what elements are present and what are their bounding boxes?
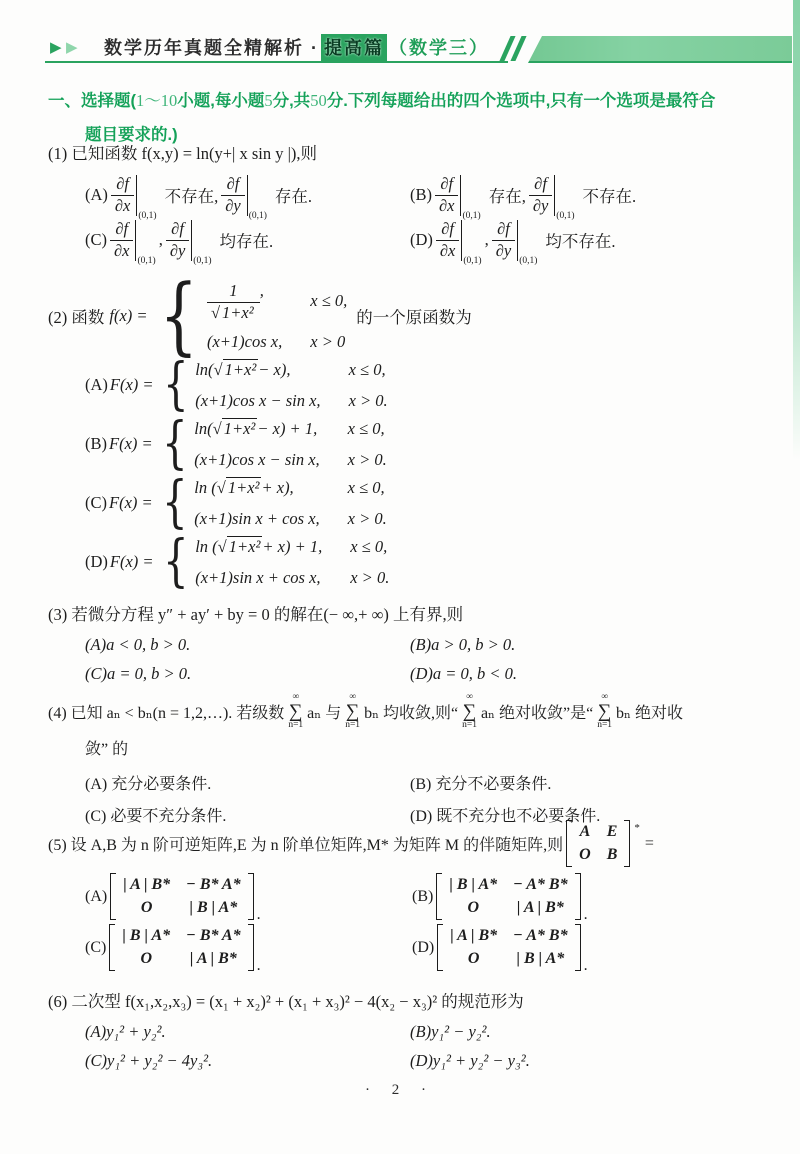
expr-text: + x) + 1, [262,536,323,556]
q5-option-d [412,924,588,974]
evaluation-bar [191,220,192,261]
numerator: ∂f [441,218,455,238]
summation [597,693,612,730]
period: . [583,906,588,923]
q4-option-b: (B) 充分不必要条件. [410,776,552,794]
function-name: f(x) = [109,305,148,325]
q4-stem-line1 [48,693,788,730]
evaluation-point: (0,1) [462,210,481,221]
matrix-cell: | B | A* [189,899,238,916]
cases-grid [194,475,386,531]
case1-condition: x ≤ 0, [310,290,348,310]
case1-expression [194,416,319,441]
evaluation-bar [517,220,518,261]
square-root [214,359,259,379]
brace: { [159,266,198,365]
expr-text: ln( [195,359,214,379]
right-bracket [248,924,254,971]
q1-option-c [85,218,410,266]
sum-upper-limit: ∞ [601,692,608,702]
period: . [583,957,588,974]
matrix-cell: | B | A* [516,950,565,967]
option-text: 存在, [488,187,526,207]
matrix-cell: E [606,823,618,840]
footer-page-number: · 2 · [365,1082,435,1098]
expr-text: − x), [258,359,291,379]
denominator: ∂x [436,240,459,261]
stem-text: bₙ 绝对收 [616,705,683,723]
subject-label: （数学三） [389,38,489,58]
q6-stem: (6) 二次型 f(x₁,x₂,x₃) = (x₁ + x₂)² + (x₁ + x₃)² − 4(x₂ − x₃)² 的规范形为 [48,992,524,1011]
q2-option-a [48,352,772,418]
evaluation-point: (0,1) [556,210,575,221]
fraction [492,220,515,261]
matrix-cell: B [606,846,618,863]
case1-expression [194,475,319,500]
case1-expression [195,534,322,559]
case1-condition: x ≤ 0, [347,418,385,438]
matrix-cell: | A | B* [516,899,564,916]
header-underline [45,61,508,63]
q4-option-d: (D) 既不充分也不必要条件. [410,808,601,826]
fraction [207,282,260,323]
option-text: 不存在. [582,187,637,207]
matrix-cell: − A* B* [513,876,568,893]
matrix-cell: O [140,950,152,967]
numerator: ∂f [171,218,184,238]
denominator [207,302,260,323]
evaluation-bar [136,175,137,216]
question-5 [48,820,772,974]
numerator: 1 [229,281,238,300]
denominator: ∂x [435,195,458,216]
header-arrow-icon: ▶ [50,38,62,56]
case1-condition: x ≤ 0, [347,477,385,497]
option-label: (D) [85,551,108,571]
stem-text: 的一个原函数为 [356,307,472,327]
fraction [111,175,134,216]
numerator: ∂f [440,174,454,193]
sum-upper-limit: ∞ [292,692,300,702]
case2-expression: (x+1)sin x + cos x, [195,567,321,587]
matrix-cell: | A | B* [123,876,171,893]
radical-sign: √ [216,477,226,497]
piecewise-cases [158,529,390,595]
sum-upper-limit: ∞ [349,692,357,702]
header-title [104,34,489,61]
sigma-symbol: ∑ [345,700,360,722]
q2-option-b [48,411,772,477]
q1-option-d [410,218,616,266]
brace: { [162,529,189,595]
q3-options-row1 [48,635,772,655]
sum-lower-limit: n=1 [288,719,304,730]
radicand: 1+x² [223,418,256,438]
matrix [436,873,580,920]
matrix-cells [115,924,247,971]
q1-option-a [85,174,410,221]
q1-stem: (1) 已知函数 f(x,y) = ln(y+| x sin y |),则 [48,144,318,163]
expr-text: + x), [261,477,294,497]
option-label: (C) [85,938,107,956]
partial-derivative [111,174,157,221]
sum-lower-limit: n=1 [462,719,477,730]
evaluation-bar [554,175,555,216]
denominator: ∂y [221,195,244,216]
edition-badge: 提高篇 [321,34,387,61]
stem-text: (2) 函数 [48,307,105,327]
sum-lower-limit: n=1 [345,719,361,730]
expr-text: ln ( [194,477,217,497]
option-label: (C) [85,230,107,250]
q6-option-c: (C)y₁² + y₂² − 4y₃². [85,1051,213,1070]
q3-stem: (3) 若微分方程 y″ + ay′ + by = 0 的解在(− ∞,+ ∞) 上有界,则 [48,605,464,624]
q3-option-c: (C)a = 0, b > 0. [85,664,192,683]
q6-options-row2 [48,1051,772,1071]
q1-option-b [410,174,637,221]
stem-text: (4) 已知 aₙ < bₙ(n = 1,2,…). 若级数 [48,705,285,723]
partial-derivative [110,218,156,266]
case1-condition: x ≤ 0, [348,359,386,379]
partial-derivative [492,218,538,266]
square-root [217,477,262,497]
summation [345,693,360,730]
cases-grid [195,534,389,590]
denominator: ∂y [166,240,189,261]
numerator: ∂f [115,218,129,238]
option-label: (A) [85,374,108,394]
sigma-symbol: ∑ [462,700,477,722]
matrix-cell: O [579,846,591,863]
stem-text: aₙ 绝对收敛”是“ [480,705,594,723]
case1-expression [195,357,320,382]
matrix-cell: − B* A* [186,927,241,944]
option-text: 均存在. [219,232,274,252]
radical-sign: √ [217,536,227,556]
denominator: ∂x [111,195,134,216]
partial-derivative [166,218,212,266]
q4-option-a: (A) 充分必要条件. [85,776,212,794]
matrix [109,924,253,971]
stem-text: (5) 设 A,B 为 n 阶可逆矩阵,E 为 n 阶单位矩阵,M* 为矩阵 M 的伴随矩阵,则 [48,837,564,854]
matrix-cell: O [140,899,153,916]
case2-expression: (x+1)sin x + cos x, [194,508,320,528]
equals-sign: = [644,834,654,852]
partial-derivative [529,174,575,221]
brace: { [162,352,189,418]
heading-text: 小题,每小题 [177,92,265,110]
q5-option-c [85,924,412,974]
option-text: 不存在, [164,187,219,207]
heading-line1 [48,84,772,118]
piecewise-cases [152,266,348,365]
square-root [218,536,263,556]
option-label: (B) [85,433,107,453]
period: . [256,957,261,974]
piecewise-cases [158,352,388,418]
q6-options-row1 [48,1022,772,1042]
denominator: ∂y [529,195,552,216]
book-title: 数学历年真题全精解析 · [104,38,319,58]
right-bracket [575,924,581,971]
evaluation-point: (0,1) [137,255,156,266]
heading-text: 分,共 [272,92,311,110]
fraction [529,175,552,216]
matrix-cell: | A | B* [450,927,498,944]
case2-expression: (x+1)cos x, [206,331,283,351]
matrix-cell: | B | A* [449,876,498,893]
right-bracket [248,873,254,920]
function-name: F(x) = [109,551,154,571]
matrix [110,873,253,920]
denominator: ∂x [110,240,133,261]
case2-condition: x > 0. [348,390,388,410]
cases-grid [207,278,347,354]
brace: { [161,411,188,477]
case2-expression: (x+1)cos x − sin x, [195,390,321,410]
matrix-cells [443,924,574,971]
heading-number: 5 [264,91,273,110]
q6-option-a: (A)y₁² + y₂². [85,1022,166,1041]
q6-option-b: (B)y₁² − y₂². [410,1022,491,1041]
case1-expression [207,278,282,323]
radicand: 1+x² [224,359,257,379]
q3-option-d: (D)a = 0, b < 0. [410,664,518,683]
piecewise-cases [157,411,387,477]
matrix-cell: | A | B* [189,950,237,967]
stem-text: bₙ 均收敛,则“ [364,705,459,723]
option-label: (A) [85,887,108,905]
expr-text: − x) + 1, [257,418,318,438]
period: . [256,906,261,923]
cases-grid [194,416,386,472]
evaluation-point: (0,1) [248,210,267,221]
numerator: ∂f [226,174,240,193]
case2-condition: x > 0. [347,508,387,528]
question-2 [48,266,772,595]
stem-text: aₙ 与 [307,705,342,723]
piecewise-cases [157,470,387,536]
evaluation-point: (0,1) [463,255,482,266]
evaluation-bar [247,175,248,216]
radical-sign: √ [213,359,223,379]
matrix-cells [442,873,574,920]
option-text: , [484,230,489,250]
q1-options-row2 [48,218,772,266]
matrix-cell: − A* B* [513,927,568,944]
q2-option-c [48,470,772,536]
heading-line2: 题目要求的.) [85,126,178,144]
matrix [566,820,630,867]
sum-upper-limit: ∞ [466,692,473,702]
q5-options-row1 [48,873,772,923]
option-text: 存在. [274,187,313,207]
adjoint-star: * [634,821,640,834]
summation [462,693,477,730]
q5-option-a [85,873,412,923]
sigma-symbol: ∑ [597,700,612,722]
evaluation-bar [135,220,136,261]
q2-stem [48,266,772,365]
matrix-cells [116,873,247,920]
case2-condition: x > 0 [310,331,346,351]
case2-expression: (x+1)cos x − sin x, [194,449,320,469]
option-text: 均不存在. [545,232,616,252]
expr-text: ln ( [195,536,218,556]
header-green-band [528,36,792,63]
q4-option-c: (C) 必要不充分条件. [85,808,227,826]
question-3 [48,601,772,684]
question-6 [48,988,772,1071]
question-4 [48,693,788,826]
numerator: ∂f [116,174,130,193]
q4-options-row1 [48,771,788,794]
fraction [166,220,189,261]
heading-number: 1～10 [136,91,178,110]
case2-condition: x > 0. [347,449,387,469]
brace: { [161,470,188,536]
heading-text: 一、选择题( [48,92,136,110]
evaluation-point: (0,1) [519,255,538,266]
numerator: ∂f [534,174,547,193]
q3-option-a: (A)a < 0, b > 0. [85,635,191,654]
option-label: (C) [85,492,107,512]
case2-condition: x > 0. [350,567,390,587]
evaluation-bar [460,175,461,216]
option-text: , [158,230,163,250]
partial-derivative [221,174,267,221]
q6-option-d: (D)y₁² + y₂² − y₃². [410,1051,530,1070]
sum-lower-limit: n=1 [597,719,613,730]
square-root [211,302,256,322]
expr-text: ln( [194,418,213,438]
evaluation-point: (0,1) [193,255,212,266]
fraction [436,220,459,261]
partial-derivative [435,174,481,221]
radical-sign: √ [212,418,222,438]
cases-grid [195,357,387,413]
option-label: (A) [85,185,108,205]
evaluation-point: (0,1) [138,210,157,221]
q2-option-d [48,529,772,595]
option-label: (D) [410,230,433,250]
q1-options-row1 [48,174,772,221]
matrix-cell: A [579,823,591,840]
q5-option-b [412,873,588,923]
option-label: (B) [410,185,432,205]
q3-options-row2 [48,664,772,684]
case1-condition: x ≤ 0, [350,536,388,556]
radicand: 1+x² [222,302,254,322]
option-label: (B) [412,887,434,905]
square-root [213,418,258,438]
heading-text: 分.下列每题给出的四个选项中,只有一个选项是最符合 [326,92,716,110]
function-name: F(x) = [109,492,153,512]
right-bracket [575,873,581,920]
matrix-cells [572,820,624,867]
fraction [221,175,244,216]
fraction [110,220,133,261]
radicand: 1+x² [228,536,261,556]
matrix-cell: − B* A* [186,876,241,893]
radicand: 1+x² [227,477,260,497]
sigma-symbol: ∑ [288,700,303,722]
header-arrow-icon-light: ▶ [66,38,78,56]
radical-sign: √ [210,302,221,322]
q4-stem-line2: 敛” 的 [85,741,129,759]
summation [288,693,303,730]
q3-option-b: (B)a > 0, b > 0. [410,635,516,654]
partial-derivative [436,218,482,266]
heading-number: 50 [310,91,327,110]
denominator: ∂y [492,240,515,261]
comma: , [259,281,264,300]
function-name: F(x) = [109,374,154,394]
evaluation-bar [461,220,462,261]
matrix [437,924,580,971]
numerator: ∂f [497,218,510,238]
fraction [435,175,458,216]
q5-stem [48,820,772,867]
matrix-cell: O [467,950,480,967]
q5-options-row2 [48,924,772,974]
matrix-cell: O [467,899,479,916]
page-edge-strip [793,0,800,460]
option-label: (D) [412,938,435,956]
function-name: F(x) = [109,433,153,453]
matrix-cell: | B | A* [122,927,171,944]
question-1 [48,140,772,266]
right-bracket [624,820,630,867]
